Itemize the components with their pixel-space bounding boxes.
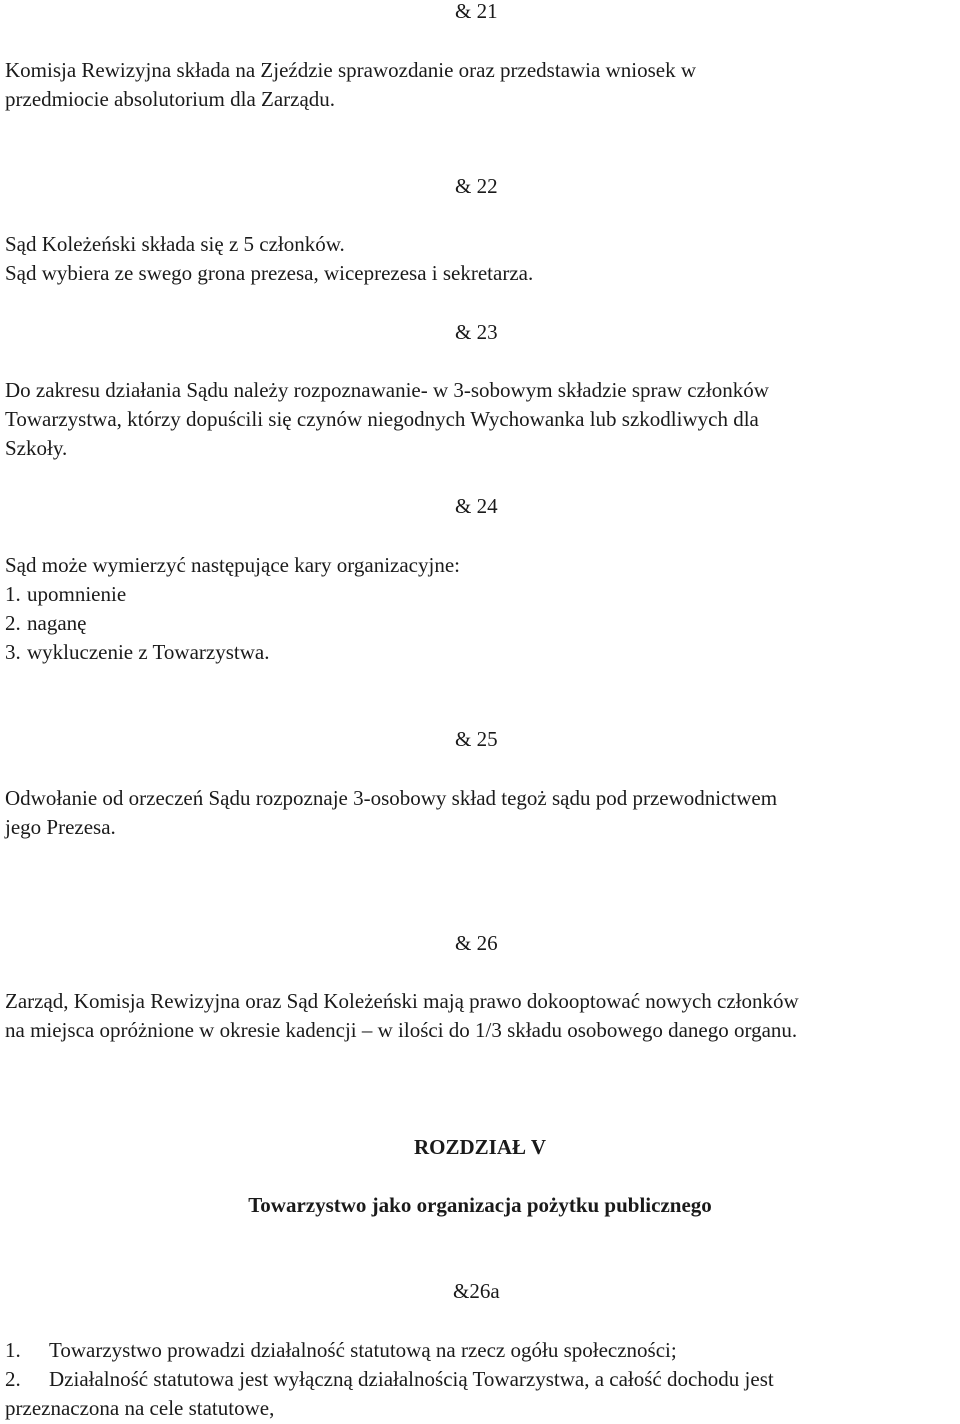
section-heading-26a-text: &26a	[453, 1279, 500, 1303]
section-heading-26	[455, 929, 498, 958]
chapter-title	[0, 1133, 960, 1162]
section-heading-23-text: & 23	[455, 320, 498, 344]
paragraph-22-line-2: Sąd wybiera ze swego grona prezesa, wiceprezesa i sekretarza.	[5, 261, 534, 285]
chapter-subtitle-text: Towarzystwo jako organizacja pożytku publicznego	[248, 1193, 712, 1217]
section-heading-26a	[453, 1277, 500, 1306]
paragraph-25-line-2: jego Prezesa.	[5, 815, 116, 839]
section-heading-26-text: & 26	[455, 931, 498, 955]
section-heading-25-text: & 25	[455, 727, 498, 751]
list-item-text: upomnienie	[27, 582, 127, 606]
chapter-title-text: ROZDZIAŁ V	[413, 1135, 547, 1159]
paragraph-22	[5, 230, 955, 288]
list-item-number: 1.	[5, 582, 21, 606]
chapter-subtitle	[0, 1191, 960, 1220]
paragraph-25	[5, 784, 955, 842]
section-heading-22	[455, 172, 498, 201]
list-item-number: 1.	[5, 1338, 21, 1362]
paragraph-21-line-1: Komisja Rewizyjna składa na Zjeździe sprawozdanie oraz przedstawia wniosek w	[5, 58, 696, 82]
paragraph-26a	[5, 1336, 955, 1423]
paragraph-24-intro: Sąd może wymierzyć następujące kary organizacyjne:	[5, 553, 460, 577]
section-heading-24-text: & 24	[455, 494, 498, 518]
list-item	[5, 580, 955, 609]
paragraph-26-line-1: Zarząd, Komisja Rewizyjna oraz Sąd Koleżeński mają prawo dokooptować nowych członków	[5, 989, 799, 1013]
list-item-number: 3.	[5, 640, 21, 664]
paragraph-23-line-3: Szkoły.	[5, 436, 68, 460]
paragraph-21-line-2: przedmiocie absolutorium dla Zarządu.	[5, 87, 336, 111]
paragraph-26-line-2: na miejsca opróżnione w okresie kadencji – w ilości do 1/3 składu osobowego danego organu.	[5, 1018, 798, 1042]
paragraph-25-line-1: Odwołanie od orzeczeń Sądu rozpoznaje 3-osobowy skład tegoż sądu pod przewodnictwem	[5, 786, 778, 810]
list-item-continuation: przeznaczona na cele statutowe,	[5, 1396, 275, 1420]
list-item-number: 2.	[5, 611, 21, 635]
section-heading-21	[455, 0, 498, 26]
section-heading-21-text: & 21	[455, 0, 498, 23]
list-item	[5, 1365, 955, 1394]
paragraph-23-line-2: Towarzystwa, którzy dopuścili się czynów niegodnych Wychowanka lub szkodliwych dla	[5, 407, 759, 431]
list-item	[5, 609, 955, 638]
list-item-text: Towarzystwo prowadzi działalność statutową na rzecz ogółu społeczności;	[49, 1338, 677, 1362]
list-item	[5, 1336, 955, 1365]
section-heading-23	[455, 318, 498, 347]
section-heading-24	[455, 492, 498, 521]
paragraph-21	[5, 56, 955, 114]
list-item-text: naganę	[27, 611, 87, 635]
section-heading-25	[455, 725, 498, 754]
paragraph-23-line-1: Do zakresu działania Sądu należy rozpoznawanie- w 3-sobowym składzie spraw członków	[5, 378, 769, 402]
paragraph-22-line-1: Sąd Koleżeński składa się z 5 członków.	[5, 232, 345, 256]
section-heading-22-text: & 22	[455, 174, 498, 198]
paragraph-26	[5, 987, 955, 1045]
paragraph-24	[5, 551, 955, 667]
list-item-text: Działalność statutowa jest wyłączną działalnością Towarzystwa, a całość dochodu jest	[49, 1367, 774, 1391]
list-item-text: wykluczenie z Towarzystwa.	[27, 640, 270, 664]
list-item-number: 2.	[5, 1367, 21, 1391]
paragraph-23	[5, 376, 955, 463]
list-item	[5, 638, 955, 667]
